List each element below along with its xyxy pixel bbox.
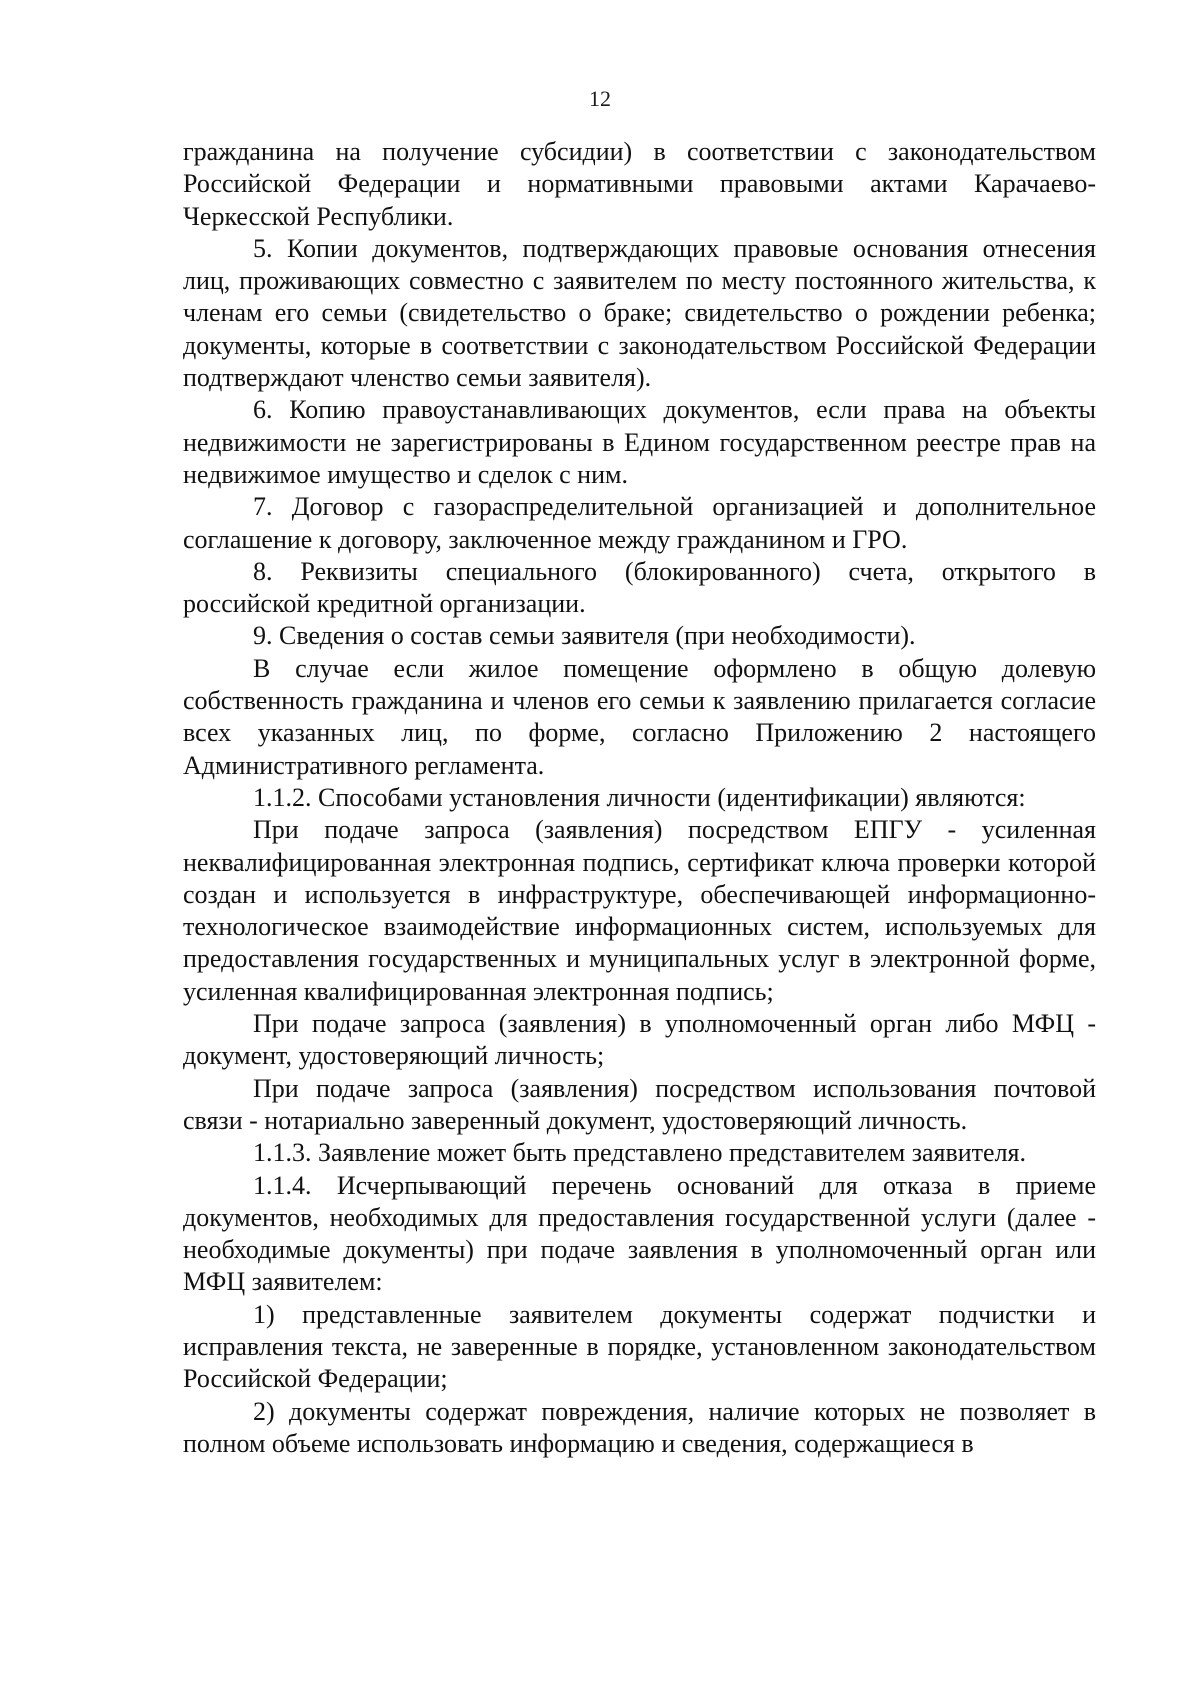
- paragraph-item-8: 8. Реквизиты специального (блокированного) счета, открытого в российской кредитной организации.: [183, 556, 1096, 619]
- paragraph-shared-ownership: В случае если жилое помещение оформлено в общую долевую собственность гражданина и членов его семьи к заявлению прилагается согласие всех указанных лиц, по форме, согласно Приложению 2 настоящего Административного регламента.: [183, 653, 1096, 780]
- paragraph-1-1-4: 1.1.4. Исчерпывающий перечень оснований для отказа в приеме документов, необходимых для предоставления государственной услуги (далее - необходимые документы) при подаче заявления в уполномоченный орган или МФЦ заявителем:: [183, 1170, 1096, 1297]
- paragraph-epgu-signature: При подаче запроса (заявления) посредством ЕПГУ - усиленная неквалифицированная электронная подпись, сертификат ключа проверки которой создан и используется в инфраструктуре, обеспечивающей информационно-технологическое взаимодействие информационных систем, используемых для предоставления государственных и муниципальных услуг в электронной форме, усиленная квалифицированная электронная подпись;: [183, 815, 1096, 1006]
- paragraph-mfc-document: При подаче запроса (заявления) в уполномоченный орган либо МФЦ - документ, удостоверяющий личность;: [183, 1009, 1096, 1071]
- paragraph-item-9: 9. Сведения о состав семьи заявителя (при необходимости).: [253, 621, 916, 651]
- paragraph-refusal-1: 1) представленные заявителем документы содержат подчистки и исправления текста, не заверенные в порядке, установленном законодательством Российской Федерации;: [183, 1299, 1096, 1394]
- paragraph-item-7: 7. Договор с газораспределительной организацией и дополнительное соглашение к договору, заключенное между гражданином и ГРО.: [183, 492, 1096, 554]
- paragraph-refusal-2: 2) документы содержат повреждения, наличие которых не позволяет в полном объеме использовать информацию и сведения, содержащиеся в: [183, 1396, 1096, 1458]
- document-body: [183, 136, 1096, 1460]
- paragraph-postal-document: При подаче запроса (заявления) посредством использования почтовой связи - нотариально заверенный документ, удостоверяющий личность.: [183, 1073, 1096, 1135]
- paragraph-item-5: 5. Копии документов, подтверждающих правовые основания отнесения лиц, проживающих совместно с заявителем по месту постоянного жительства, к членам его семьи (свидетельство о браке; свидетельство о рождении ребенка; документы, которые в соответствии с законодательством Российской Федерации подтверждают членство семьи заявителя).: [183, 233, 1096, 393]
- page-number: 12: [589, 86, 611, 111]
- paragraph-1-1-3: 1.1.3. Заявление может быть представлено представителем заявителя.: [253, 1138, 1027, 1168]
- paragraph-continuation: гражданина на получение субсидии) в соответствии с законодательством Российской Федерации и нормативными правовыми актами Карачаево-Черкесской Республики.: [183, 137, 1096, 231]
- paragraph-1-1-2: 1.1.2. Способами установления личности (идентификации) являются:: [253, 782, 1026, 812]
- paragraph-item-6: 6. Копию правоустанавливающих документов, если права на объекты недвижимости не зарегистрированы в Едином государственном реестре прав на недвижимое имущество и сделок с ним.: [183, 395, 1096, 489]
